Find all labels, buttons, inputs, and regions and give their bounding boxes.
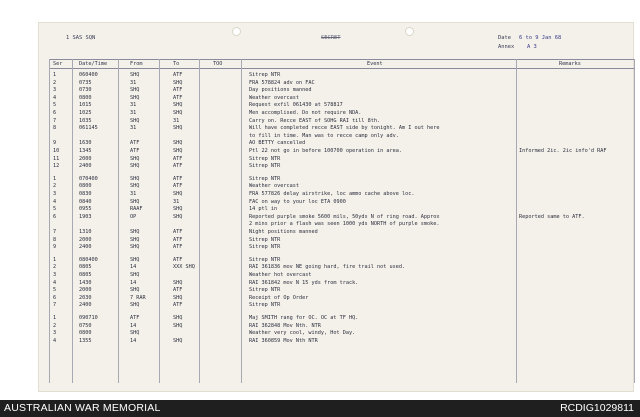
- cell-event: FRA 577826 delay airstrike, loc ammo cache above loc.: [249, 191, 415, 197]
- cell-from: SHQ: [130, 330, 140, 337]
- cell-ser: 10: [53, 148, 60, 154]
- cell-from: SHQ: [130, 163, 140, 170]
- cell-to: ATF: [173, 244, 183, 251]
- cell-to: SHQ: [173, 102, 183, 109]
- cell-event: Reported purple smoke 5600 mils, 50yds N of ring road. Approx: [249, 213, 440, 220]
- cell-dtg: 0805: [79, 272, 92, 278]
- cell-event: Sitrep NTR: [249, 155, 281, 162]
- cell-event: Sitrep NTR: [249, 163, 281, 170]
- cell-event: to fill in time. Man was to recce camp only adv.: [249, 132, 399, 139]
- cell-from: 31: [130, 79, 137, 86]
- cell-to: SHQ: [173, 148, 183, 154]
- cell-dtg: 070400: [79, 175, 98, 182]
- cell-from: SHQ: [130, 183, 140, 190]
- cell-dtg: 1035: [79, 117, 92, 124]
- cell-ser: 5: [53, 287, 57, 294]
- cell-dtg: 0800: [79, 330, 92, 337]
- cell-from: SHQ: [130, 244, 140, 251]
- cell-event: Weather hot overcast: [249, 272, 312, 278]
- cell-from: ATF: [130, 315, 140, 321]
- cell-event: Will have completed recce EAST side by tonight. Am I out here: [249, 125, 440, 132]
- cell-from: SHQ: [130, 256, 140, 263]
- cell-to: ATF: [173, 183, 183, 190]
- cell-ser: 7: [53, 229, 57, 235]
- cell-event: Receipt of Op Order: [249, 294, 309, 301]
- cell-remarks: Reported same to ATF.: [519, 213, 585, 220]
- cell-ser: 3: [53, 330, 57, 337]
- cell-event: Sitrep NTR: [249, 287, 281, 294]
- cell-event: Sitrep NTR: [249, 256, 281, 263]
- cell-event: Day positions manned: [249, 87, 312, 94]
- annex-value: A 3: [527, 44, 537, 50]
- cell-from: 31: [130, 102, 137, 109]
- cell-dtg: 0800: [79, 183, 92, 190]
- cell-to: 31: [173, 198, 180, 205]
- cell-event: FRA 578824 adv on FAC: [249, 79, 315, 86]
- cell-dtg: 1015: [79, 102, 92, 109]
- cell-from: SHQ: [130, 287, 140, 294]
- cell-dtg: 2000: [79, 155, 92, 162]
- cell-to: ATF: [173, 287, 183, 294]
- cell-dtg: 2000: [79, 236, 92, 243]
- cell-dtg: 2030: [79, 294, 92, 301]
- cell-ser: 2: [53, 322, 57, 329]
- cell-dtg: 1345: [79, 148, 92, 154]
- cell-dtg: 1310: [79, 229, 92, 235]
- cell-ser: 1: [53, 72, 57, 78]
- cell-ser: 6: [53, 110, 57, 116]
- column-header-event: Event: [367, 61, 383, 67]
- cell-dtg: 061145: [79, 125, 98, 132]
- cell-from: SHQ: [130, 87, 140, 94]
- cell-event: Weather very cool, windy, Hot Day.: [249, 330, 356, 337]
- column-header-to: To: [173, 61, 180, 67]
- cell-to: XXX SHQ: [173, 264, 195, 271]
- cell-ser: 12: [53, 163, 60, 170]
- cell-to: ATF: [173, 87, 183, 94]
- cell-event: Sitrep NTR: [249, 244, 281, 251]
- cell-dtg: 1025: [79, 110, 92, 116]
- cell-from: SHQ: [130, 198, 140, 205]
- cell-remarks: Informed 2ic. 2ic info'd RAF: [519, 148, 607, 154]
- date-label: Date: [498, 35, 511, 41]
- cell-dtg: 2400: [79, 244, 92, 251]
- column-header-remarks: Remarks: [559, 61, 581, 67]
- cell-ser: 1: [53, 175, 57, 182]
- cell-event: Ptl 22 not go in before 100700 operation in area.: [249, 148, 403, 154]
- cell-event: RAI 361836 mov NE going hard, fire trail not used.: [249, 264, 406, 271]
- cell-ser: 11: [53, 155, 60, 162]
- unit-name: 1 SAS SQN: [66, 35, 96, 41]
- cell-dtg: 1355: [79, 337, 92, 344]
- cell-event: Request exfil 061430 at 578817: [249, 102, 343, 109]
- cell-ser: 6: [53, 294, 57, 301]
- cell-from: 31: [130, 191, 137, 197]
- cell-event: 2 mins prior a flash was seen 1000 yds NORTH of purple smoke.: [249, 221, 440, 228]
- cell-to: SHQ: [173, 191, 183, 197]
- cell-ser: 7: [53, 302, 57, 309]
- cell-to: ATF: [173, 256, 183, 263]
- classification-stamp: SECRET: [321, 35, 341, 41]
- cell-to: ATF: [173, 94, 183, 101]
- cell-from: SHQ: [130, 272, 140, 278]
- cell-dtg: 0800: [79, 94, 92, 101]
- log-sheet: [38, 22, 634, 392]
- cell-ser: 7: [53, 117, 57, 124]
- record-id: RCDIG1029811: [560, 402, 634, 414]
- cell-ser: 3: [53, 272, 57, 278]
- cell-to: SHQ: [173, 322, 183, 329]
- cell-dtg: 0955: [79, 206, 92, 213]
- cell-dtg: 1903: [79, 213, 92, 220]
- cell-ser: 1: [53, 315, 57, 321]
- cell-from: SHQ: [130, 117, 140, 124]
- cell-dtg: 2400: [79, 302, 92, 309]
- cell-ser: 6: [53, 213, 57, 220]
- cell-dtg: 0805: [79, 264, 92, 271]
- cell-to: SHQ: [173, 110, 183, 116]
- cell-dtg: 1430: [79, 279, 92, 286]
- cell-to: 31: [173, 117, 180, 124]
- cell-from: 14: [130, 322, 137, 329]
- cell-from: 7 RAR: [130, 294, 146, 301]
- cell-to: SHQ: [173, 213, 183, 220]
- cell-ser: 2: [53, 264, 57, 271]
- cell-ser: 2: [53, 79, 57, 86]
- cell-dtg: 0830: [79, 191, 92, 197]
- cell-from: SHQ: [130, 175, 140, 182]
- cell-from: 31: [130, 110, 137, 116]
- cell-event: Sitrep NTR: [249, 236, 281, 243]
- cell-dtg: 080400: [79, 256, 98, 263]
- cell-ser: 5: [53, 206, 57, 213]
- cell-from: SHQ: [130, 229, 140, 235]
- cell-event: Carry on. Recce EAST of SOHG RAI till 8th.: [249, 117, 381, 124]
- cell-to: SHQ: [173, 279, 183, 286]
- cell-ser: 8: [53, 236, 57, 243]
- cell-dtg: 060400: [79, 72, 98, 78]
- cell-ser: 5: [53, 102, 57, 109]
- date-value: 6 to 9 Jan 68: [519, 35, 562, 41]
- cell-dtg: 2400: [79, 163, 92, 170]
- cell-ser: 1: [53, 256, 57, 263]
- cell-to: ATF: [173, 302, 183, 309]
- cell-from: ATF: [130, 148, 140, 154]
- cell-ser: 3: [53, 87, 57, 94]
- cell-dtg: 2000: [79, 287, 92, 294]
- cell-ser: 9: [53, 244, 57, 251]
- annex-label: Annex: [498, 44, 515, 50]
- cell-event: RAI 360859 Mov Nth NTR: [249, 337, 318, 344]
- cell-to: ATF: [173, 163, 183, 170]
- archive-footer: [0, 400, 640, 417]
- cell-to: SHQ: [173, 206, 183, 213]
- cell-from: SHQ: [130, 155, 140, 162]
- cell-ser: 2: [53, 183, 57, 190]
- cell-event: 14 ptl in: [249, 206, 278, 213]
- cell-event: RAI 362848 Mov Nth. NTR: [249, 322, 321, 329]
- cell-from: RAAF: [130, 206, 143, 213]
- cell-event: AO BETTY cancelled: [249, 140, 306, 147]
- cell-event: Maj SMITH rang for OC. OC at TF HQ.: [249, 315, 359, 321]
- cell-from: 14: [130, 337, 137, 344]
- cell-dtg: 0750: [79, 322, 92, 329]
- cell-dtg: 090710: [79, 315, 98, 321]
- cell-to: SHQ: [173, 125, 183, 132]
- cell-to: ATF: [173, 229, 183, 235]
- cell-from: SHQ: [130, 94, 140, 101]
- cell-event: Sitrep NTR: [249, 302, 281, 309]
- cell-ser: 4: [53, 198, 57, 205]
- cell-to: SHQ: [173, 337, 183, 344]
- cell-to: ATF: [173, 175, 183, 182]
- cell-ser: 4: [53, 337, 57, 344]
- cell-ser: 4: [53, 94, 57, 101]
- cell-event: Weather overcast: [249, 183, 299, 190]
- cell-event: Night positions manned: [249, 229, 318, 235]
- cell-ser: 3: [53, 191, 57, 197]
- cell-to: ATF: [173, 155, 183, 162]
- cell-dtg: 0840: [79, 198, 92, 205]
- cell-dtg: 0735: [79, 79, 92, 86]
- cell-event: RAI 361842 mov N 15 yds from track.: [249, 279, 359, 286]
- column-header-datetime: Date/Time: [79, 61, 108, 67]
- cell-ser: 8: [53, 125, 57, 132]
- column-header-ser: Ser: [53, 61, 63, 67]
- cell-event: Sitrep NTR: [249, 72, 281, 78]
- cell-ser: 4: [53, 279, 57, 286]
- cell-event: Men accomplised. Do not require NDA.: [249, 110, 362, 116]
- cell-to: SHQ: [173, 294, 183, 301]
- archive-name: AUSTRALIAN WAR MEMORIAL: [4, 402, 161, 414]
- cell-from: SHQ: [130, 236, 140, 243]
- cell-ser: 9: [53, 140, 57, 147]
- column-header-too: TOO: [213, 61, 223, 67]
- cell-from: 14: [130, 264, 137, 271]
- cell-to: SHQ: [173, 140, 183, 147]
- cell-dtg: 1630: [79, 140, 92, 147]
- cell-from: 14: [130, 279, 137, 286]
- cell-from: ATF: [130, 140, 140, 147]
- cell-event: Weather overcast: [249, 94, 299, 101]
- cell-to: SHQ: [173, 79, 183, 86]
- cell-dtg: 0730: [79, 87, 92, 94]
- log-entries: [39, 23, 635, 393]
- cell-event: FAC on way to your loc ETA 0900: [249, 198, 346, 205]
- cell-from: 31: [130, 125, 137, 132]
- cell-event: Sitrep NTR: [249, 175, 281, 182]
- cell-to: ATF: [173, 72, 183, 78]
- cell-from: SHQ: [130, 72, 140, 78]
- cell-to: SHQ: [173, 315, 183, 321]
- cell-from: SHQ: [130, 302, 140, 309]
- column-header-from: From: [130, 61, 143, 67]
- cell-to: ATF: [173, 236, 183, 243]
- cell-from: OP: [130, 213, 137, 220]
